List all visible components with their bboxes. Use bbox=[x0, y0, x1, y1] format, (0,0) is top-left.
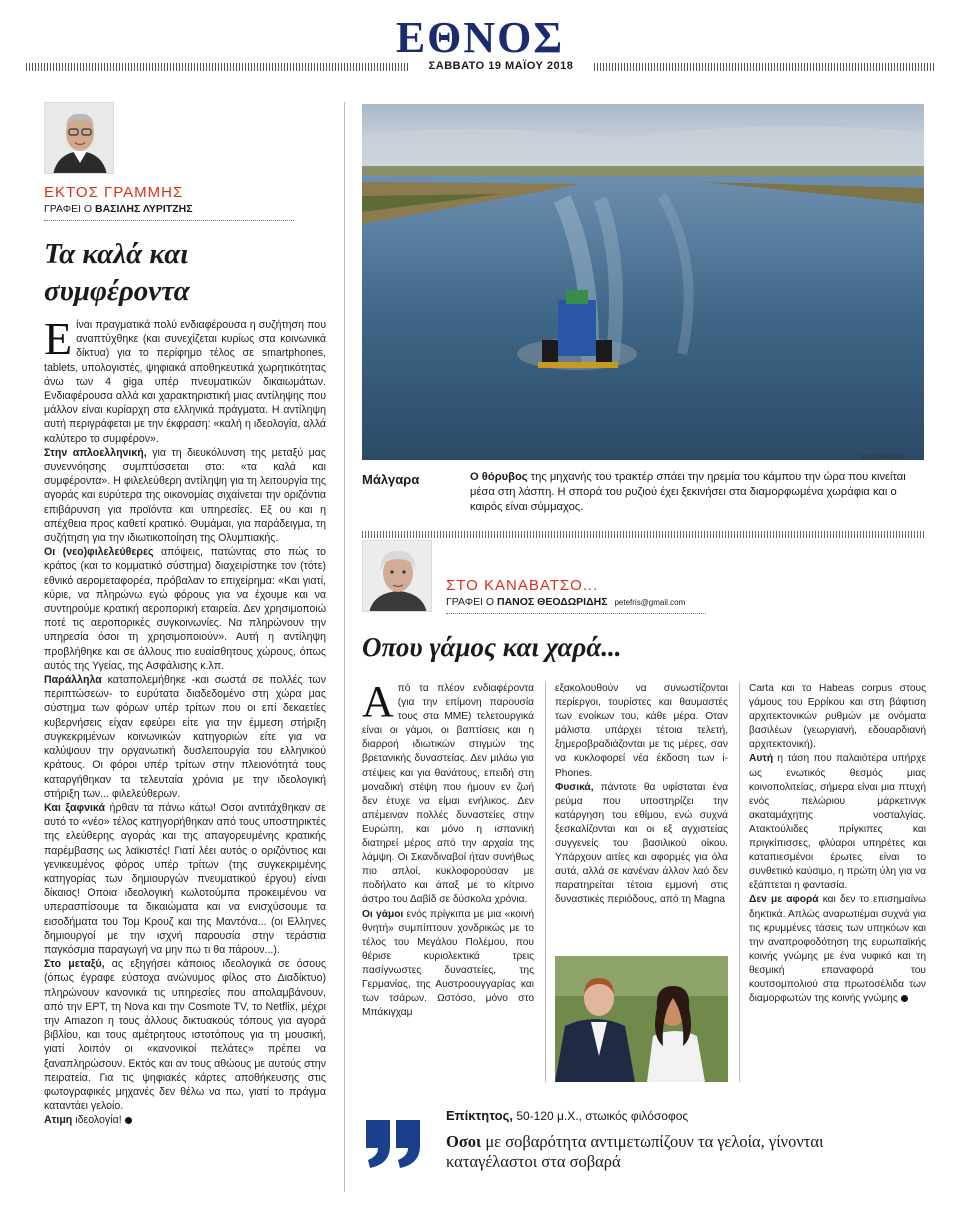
paragraph bbox=[44, 446, 326, 545]
right-byline-rule bbox=[446, 613, 706, 614]
paragraph-lead: Φυσικά, bbox=[555, 781, 594, 793]
photo-caption bbox=[470, 470, 926, 515]
left-byline-rule bbox=[44, 220, 294, 221]
paragraph-text: και δεν το επισημαίνω δηκτικά. Απλώς αναρωτιέμαι συχνά για τις κρυμμένες τάσεις των υπηκόων και την αναπροφοδότηση της ευρωπαϊκής κοινής γνώμης με ένα νυφικό και τη θεσμική επαναφορά του κουτσομπολιού στα πρωτοσέλιδα των διαμορφωτών της κοινής γνώμης bbox=[749, 894, 927, 1005]
paragraph-text: πό τα πλέον ενδιαφέροντα (για την επίμονη παρουσία τους στα ΜΜΕ) τελετουργικά είναι οι γάμοι, οι βαπτίσεις και η διαρροή ιδιωτικών στιγμών της βρετανικής δυναστείας. Δεν μιλάω για στέψεις και για θανάτους, επειδή στη μοναδική στέψη που ήμουν εν ζωή δεν έτυχε να είμαι ενήλικος. Δεν απέμειναν πολλές δυναστείες στην Ευρώπη, και μόνο η ισπανική διατηρεί μέρος από την αρχαία της λάμψη. Οι Σκανδιναβοί ήταν συνήθως πιο απλοί, κυκλοφορούσαν με ποδήλατο και άπαξ με το κίτρινο άστρο του Δαβίδ σε δύσκολα χρόνια. bbox=[362, 683, 534, 906]
paragraph bbox=[749, 682, 926, 752]
paragraph bbox=[44, 1113, 326, 1127]
end-mark-icon bbox=[901, 995, 908, 1002]
right-byline bbox=[446, 596, 685, 608]
quote-author-name: Επίκτητος, bbox=[446, 1108, 513, 1123]
author-portrait-lyritzis bbox=[44, 102, 114, 174]
paragraph-text: καταπολεμήθηκε -και σωστά σε πολλές των περιπτώσεων- το ευρύτατα διαδεδομένο στη χώρα μας σύστημα των φόρων υπέρ τρίτων που οι επί δεκαετίες κυβερνήσεις είχαν εφεύρει είτε για την έμμεση στήριξη συγκεκριμένων κοινωνικών κατηγοριών είτε για να καλύψουν την οργανωτική δυσλειτουργία του ελληνικού κράτους. Οι φόροι υπέρ τρίτων στην πλειονότητά τους καταργήθηκαν τα τελευταία χρόνια με την ιδεολογική στήριξη των... φιλελεύθερων. bbox=[44, 674, 326, 800]
paragraph-text: εξακολουθούν να συνωστίζονται περίεργοι, τουρίστες και θαυμαστές των ενοίκων του, κάθε μέρα. Οταν μάλιστα υπάρχει τέτοια τελετή, ξημεροβραδιάζονται με τις μέρες, σαν να κυκλοφορεί νέα έκδοση των i-Phones. bbox=[555, 683, 728, 779]
left-byline bbox=[44, 203, 193, 215]
author-portrait-theodoridis bbox=[362, 540, 432, 612]
column-divider bbox=[739, 682, 740, 1082]
quote-body: με σοβαρότητα αντιμετωπίζουν τα γελοία, γίνονται καταγέλαστοι στα σοβαρά bbox=[446, 1132, 824, 1171]
paragraph-lead: Παράλληλα bbox=[44, 674, 102, 687]
paragraph-text: πάντοτε θα υφίσταται ένα ρεύμα που υποστηρίζει την κατάργηση του εθίμου, ενώ συχνά ξεσκαλίζονται και οι εξ αγχιστείας συγγενείς του βασιλικού οίκου. Υπάρχουν αιτίες και αφορμές για όλα αυτά, αλλά σε κανέναν άλλον λαό δεν παρατηρείται τέτοια εμμονή στις δυναστικές περιόδους, από τη Magna bbox=[555, 781, 728, 906]
right-column-title: ΣΤΟ ΚΑΝΑΒΑΤΣΟ... bbox=[446, 577, 599, 594]
left-author-name: ΒΑΣΙΛΗΣ ΛΥΡΙΤΖΗΣ bbox=[95, 203, 193, 215]
paragraph-lead: Οι γάμοι bbox=[362, 908, 404, 920]
caption-text: της μηχανής του τρακτέρ σπάει την ηρεμία του κάμπου την ώρα που κινείται μέσα στη λάσπη. Η σπορά του ρυζιού έχει ξεκινήσει στα διαμορφωμένα χωράφια και ο καιρός είναι σύμμαχος. bbox=[470, 471, 906, 513]
quote-author bbox=[446, 1108, 688, 1123]
paragraph-text: ίναι πραγματικά πολύ ενδιαφέρουσα η συζήτηση που αναπτύχθηκε (και συνεχίζεται κυρίως στα κοινωνικά δίκτυα) για το περίφημο τέλος σε smartphones, tablets, υπολογιστές, ψηφιακά αποθηκευτικά χωρητικότητας άνω των 4 giga υπέρ πνευματικών δικαιωμάτων. Ενδιαφέρουσα αλλά και χαρακτηριστική μιας αντίληψης που μάλλον είναι κυρίαρχη στα ελληνικά πράγματα. Η αντίληψη αυτή περιγράφεται με την έκφραση: «καλή η ιδεολογία, αλλά καλύτερο το συμφέρον». bbox=[44, 319, 326, 445]
paragraph bbox=[749, 893, 926, 1006]
quote-box bbox=[358, 1106, 928, 1192]
paragraph bbox=[44, 673, 326, 801]
paragraph bbox=[44, 801, 326, 957]
paragraph-lead: Αυτή bbox=[749, 753, 774, 765]
paragraph-lead: Δεν με αφορά bbox=[749, 894, 819, 906]
photo-place: Μάλγαρα bbox=[362, 472, 420, 487]
left-article-body bbox=[44, 313, 327, 1128]
column-divider bbox=[344, 102, 345, 1192]
paragraph-lead: Και ξαφνικά bbox=[44, 801, 105, 814]
issue-date: ΣΑΒΒΑΤΟ 19 ΜΑΪΟΥ 2018 bbox=[428, 60, 574, 72]
rice-field-photo bbox=[362, 104, 924, 460]
newspaper-logo: ΕΘΝΟΣ bbox=[395, 13, 565, 62]
quote-text bbox=[446, 1132, 916, 1172]
royal-couple-photo bbox=[555, 956, 728, 1082]
paragraph-lead: Οι (νεο)φιλελεύθερες bbox=[44, 546, 154, 559]
section-rule bbox=[362, 531, 924, 538]
dateline-rule-right bbox=[594, 63, 936, 71]
paragraph bbox=[362, 677, 534, 908]
right-headline: Οπου γάμος και χαρά... bbox=[362, 632, 622, 662]
paragraph-text: ενός πρίγκιπα με μια «κοινή θνητή» συμπίπτουν χονδρικώς με το τέλος του Μεγάλου Πολέμου, που θέρισε κυριολεκτικά τρεις πασίγνωστες δυναστείες, της Γερμανίας, της Αυστροουγγαρίας και των τσάρων. Ωστόσο, μόνο στο Μπάκιγχαμ bbox=[362, 908, 534, 1019]
paragraph-text: ιδεολογία! bbox=[72, 1114, 122, 1127]
dateline-rule-left bbox=[26, 63, 408, 71]
masthead bbox=[0, 14, 960, 62]
end-mark-icon bbox=[125, 1117, 132, 1124]
left-column-title: ΕΚΤΟΣ ΓΡΑΜΜΗΣ bbox=[44, 184, 184, 201]
quote-author-info: 50-120 μ.Χ., στωικός φιλόσοφος bbox=[512, 1109, 689, 1123]
paragraph bbox=[362, 908, 534, 1021]
paragraph bbox=[555, 781, 728, 908]
paragraph-lead: Στο μεταξύ, bbox=[44, 958, 105, 971]
paragraph bbox=[44, 313, 326, 446]
quote-icon bbox=[362, 1112, 424, 1174]
paragraph bbox=[749, 752, 926, 893]
paragraph bbox=[44, 545, 326, 673]
caption-lead: Ο θόρυβος bbox=[470, 471, 528, 483]
paragraph-lead: Στην απλοελληνική, bbox=[44, 446, 147, 459]
paragraph bbox=[44, 957, 326, 1113]
paragraph-text: για τη διευκόλυνση της μεταξύ μας συνεννόησης συμπτύσσεται στο: «τα καλά και συμφέροντα». Η φιλελεύθερη αντίληψη για τη λειτουργία της αγοράς και ευρύτερα της οικονομίας σιχαίνεται την οριζόντια επιβάρυνση για προϊόντα και υπηρεσίες. Εξ ου και η απέχθεια προς καθετί κρατικό. Θυμάμαι, για παράδειγμα, τη συζήτηση για την ιδιωτικοποίηση της Ολυμπιακής. bbox=[44, 446, 326, 545]
quote-lead: Οσοι bbox=[446, 1132, 482, 1151]
left-byline-prefix: ΓΡΑΦΕΙ Ο bbox=[44, 203, 93, 215]
left-headline: Τα καλά και συμφέροντα bbox=[44, 238, 190, 307]
paragraph-text: απόψεις, πατώντας στο πώς το κράτος (και το κομματικό σύστημα) διαχειρίστηκε τον (τότε) εθνικό αερομεταφορέα, πρόβαλαν το επιχείρημα: «Και γιατί, κύριε, να πληρώνω εγώ φόρους για να έχουμε και να συντηρούμε κρατική αεροπορική εταιρεία. Δεν χρησιμοποιώ ποτέ τις αεροπορικές συγκοινωνίες. Να πληρώνουν την υπηρεσία όσοι τη χρησιμοποιούν». Αυτή η αντίληψη προβλήθηκε και σε άλλους πιο ευαίσθητους χώρους, όπως αυτός της Υγείας, της Ασφάλισης κ.λπ. bbox=[44, 546, 327, 672]
right-column-2 bbox=[555, 682, 728, 908]
dateline bbox=[26, 60, 936, 74]
paragraph-text: η τάση που παλαιότερα υπήρχε ως ενωτικός θεσμός μιας κοινοπολιτείας, σήμερα είναι μια πτυχή ενός πελώριου μάρκετινγκ ακαταμάχητης νοσταλγίας. Ατακτούλιδες πρίγκιπες και πριγκίπισσες, φλύαροι υπηρέτες και καταπιεσμένοι έρωτες είναι το συνθετικό καύσιμο, η πρώτη ύλη για να εξάπτεται η φαντασία. bbox=[749, 753, 926, 892]
paragraph bbox=[555, 682, 728, 781]
paragraph-lead: Ατιμη bbox=[44, 1114, 73, 1127]
right-column-1 bbox=[362, 677, 534, 1020]
author-email: petefris@gmail.com bbox=[614, 598, 686, 607]
dropcap: Ε bbox=[44, 313, 73, 364]
paragraph-text: ας εξηγήσει κάποιος ιδεολογικά σε όσους (όπως έγραφε εύστοχα ανώνυμος φίλος στο Διαδίκτυο) πληρώνουν κανονικά τις υπηρεσίες που απολαμβάνουν, από την ΕΡΤ, τη Nova και την Cosmote TV, το Netflix, μέχρι την Amazon η τους άλλους δικτυακούς τόπους για αγορά βιβλίου, και τους αμέτρητους ιστοτόπους για τη μουσική, γιατί λοιπόν οι «κανονικοί πελάτες» πρέπει να ξαναπληρώσουν. Εκτός και αν τους αθώους με αυτούς στην πειρατεία. Για τις ψηφιακές κάρτες αποθήκευσης στις φωτογραφικές μηχανές δεν θέλω να πω, γιατί το πράγμα καταντάει γελοίο. bbox=[44, 958, 326, 1113]
right-column-3 bbox=[749, 682, 926, 1006]
paragraph-text: ήρθαν τα πάνω κάτω! Οσοι αντιτάχθηκαν σε αυτό το «νέο» τέλος κατηγορήθηκαν από τους υποστηρικτές της ελεύθερης αγοράς και της απαγορευμένης κρατικής παρέμβασης ως λαϊκιστές! Γιατί λέει αυτός ο οριζόντιος και γενικευμένος φόρος υπέρ τρίτων (της συγκεκριμένης κατηγορίας των δημιουργών πνευματικού έργου) είναι δίκαιος! Οποια ιδεολογική κωλοτούμπα προκειμένου να υπερασπίσουμε τα δικαιώματα και να ενισχύσουμε τα εισοδήματα του Τομ Κρουζ και της Μαντόνα... (οι Ελληνες δημιουργοί με την ισχνή παρουσία στην τεράστια παγκόσμια παραγωγή να μην πω τι θα πάρουν...). bbox=[44, 801, 326, 956]
paragraph-text: Carta και το Habeas corpus στους γάμους του Ερρίκου και στη βάφτιση αρχιτεκτονικών ρυθμών με ονόματα βασιλέων (γεωργιανή, εδουαρδιανή αρχιτεκτονική). bbox=[749, 683, 926, 751]
photo-credit: EUROKINISSI bbox=[862, 454, 904, 461]
dropcap: Α bbox=[362, 677, 394, 726]
right-byline-prefix: ΓΡΑΦΕΙ Ο bbox=[446, 596, 495, 608]
column-divider bbox=[545, 682, 546, 1082]
right-author-name: ΠΑΝΟΣ ΘΕΟΔΩΡΙΔΗΣ bbox=[497, 596, 608, 608]
